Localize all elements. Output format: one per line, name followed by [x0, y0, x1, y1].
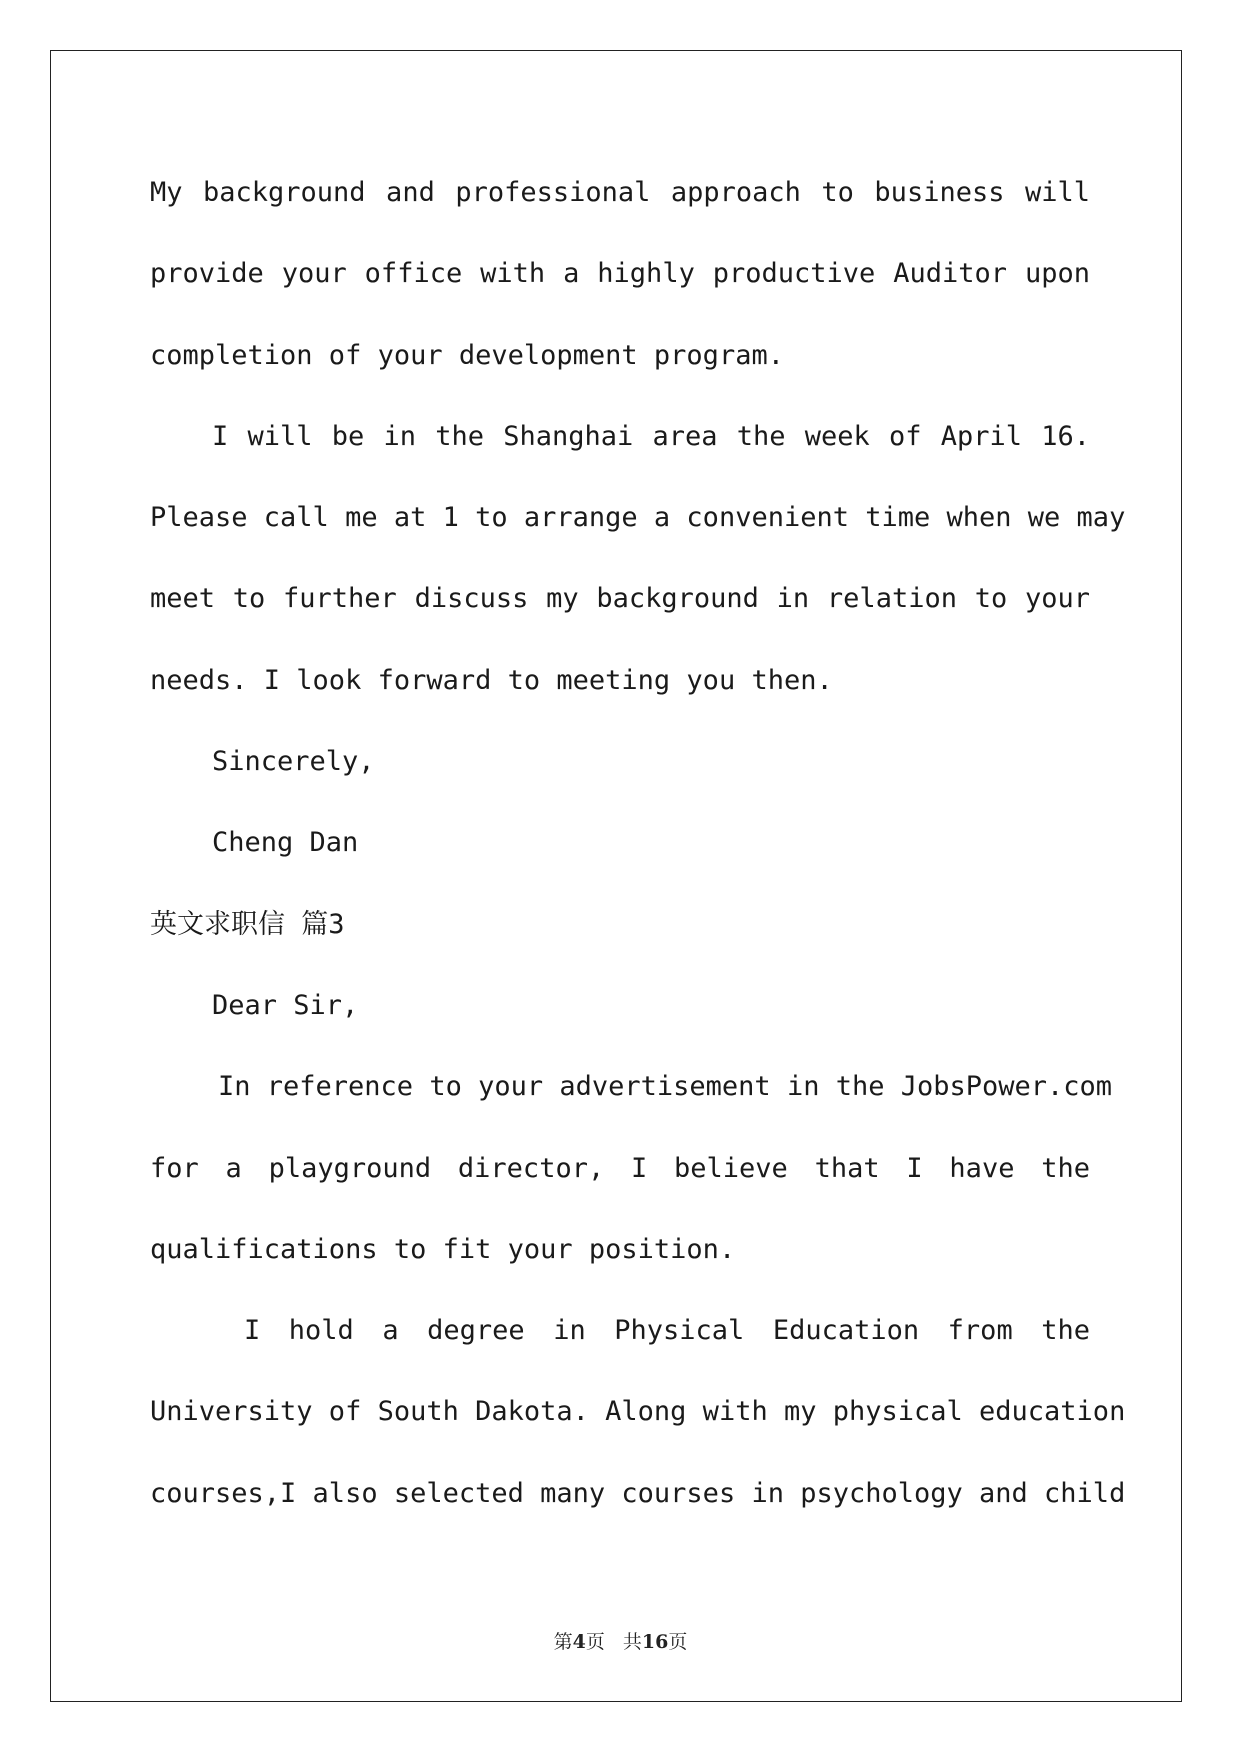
text-line: provide your office with a highly productive Auditor upon: [150, 258, 1090, 290]
text-line: completion of your development program.: [150, 339, 784, 371]
text-line: My background and professional approach to business will: [150, 177, 1090, 208]
document-body: [150, 152, 1126, 1534]
footer-prefix: 第: [553, 1631, 573, 1653]
current-page-number: 4: [572, 1631, 586, 1653]
text-line: Please call me at 1 to arrange a convenient time when we may: [150, 502, 1126, 534]
text-line: University of South Dakota. Along with my physical education: [150, 1396, 1126, 1428]
section-heading: 英文求职信 篇3: [150, 908, 345, 940]
text-line: meet to further discuss my background in relation to your: [150, 583, 1090, 615]
greeting: Dear Sir,: [212, 989, 359, 1021]
signature-name: Cheng Dan: [212, 827, 359, 859]
closing-salutation: Sincerely,: [212, 746, 375, 778]
text-line: I will be in the Shanghai area the week of April 16.: [212, 420, 1090, 452]
footer-total-suffix: 页: [668, 1631, 688, 1653]
text-line: I hold a degree in Physical Education from the: [244, 1315, 1090, 1347]
text-line: qualifications to fit your position.: [150, 1233, 736, 1265]
page-footer: [0, 1627, 1241, 1654]
footer-total-prefix: 共: [622, 1631, 642, 1653]
text-line: courses,I also selected many courses in psychology and child: [150, 1477, 1126, 1509]
text-line: In reference to your advertisement in the JobsPower.com: [218, 1071, 1113, 1103]
footer-page-word: 页: [585, 1631, 605, 1653]
total-pages-number: 16: [641, 1631, 669, 1653]
text-line: for a playground director, I believe that I have the: [150, 1152, 1090, 1184]
text-line: needs. I look forward to meeting you then.: [150, 664, 833, 696]
